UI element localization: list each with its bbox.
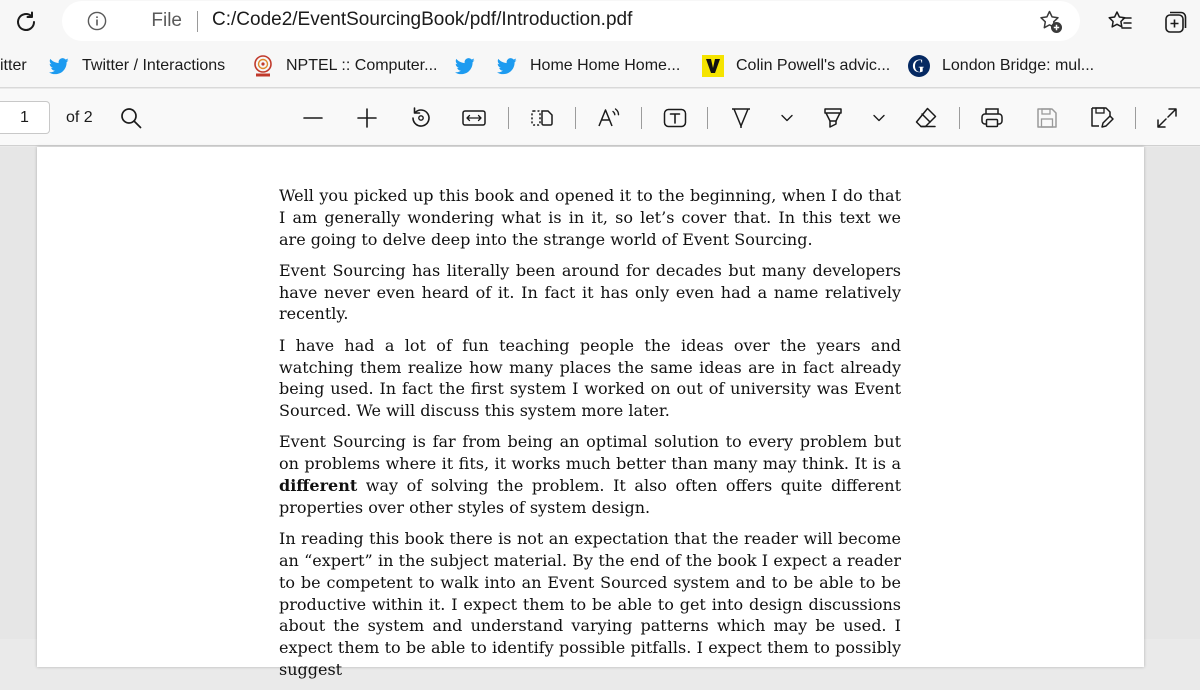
emphasized-text: different	[279, 476, 358, 496]
full-screen-button[interactable]	[1152, 103, 1182, 133]
paragraph: I have had a lot of fun teaching people the ideas over the years and watching them realize how many places the same ideas are in fact already being used. In fact the first system I worked on out of university was Event Sourced. We will discuss this system more later.	[279, 335, 901, 421]
chevron-down-icon	[873, 114, 885, 122]
fit-width-icon	[461, 107, 487, 129]
page-view-button[interactable]	[527, 103, 557, 133]
rotate-icon	[408, 105, 434, 131]
paragraph	[279, 431, 901, 518]
bookmark-item[interactable]	[496, 52, 680, 80]
highlight-button[interactable]	[818, 103, 848, 133]
zoom-out-button[interactable]	[298, 103, 328, 133]
file-scheme-label: File	[151, 10, 182, 31]
save-as-button[interactable]	[1087, 103, 1117, 133]
url-text[interactable]: C:/Code2/EventSourcingBook/pdf/Introduction.pdf	[212, 9, 633, 30]
favorites-button[interactable]	[1104, 6, 1136, 38]
save-disk-icon	[1035, 106, 1059, 130]
plus-icon	[355, 106, 379, 130]
save-as-icon	[1089, 105, 1115, 131]
printer-icon	[979, 105, 1005, 131]
bookmark-item[interactable]	[454, 52, 488, 80]
toolbar-divider	[575, 107, 576, 129]
add-text-button[interactable]	[660, 103, 690, 133]
bookmark-label: NPTEL :: Computer...	[286, 57, 438, 74]
address-bar[interactable]	[62, 1, 1080, 41]
save-button[interactable]	[1032, 103, 1062, 133]
highlight-options-dropdown[interactable]	[872, 111, 886, 125]
pdf-page	[37, 147, 1144, 679]
nptel-logo-icon	[252, 55, 274, 77]
paragraph: Well you picked up this book and opened it to the beginning, when I do that I am generally wondering what is in it, so let’s cover that. In this text we are going to delve deep into the strange world of Event Sourcing.	[279, 186, 901, 249]
bookmark-item[interactable]	[48, 52, 225, 80]
paragraph-text: way of solving the problem. It also often offers quite different properties over other styles of system design.	[279, 476, 901, 517]
read-aloud-button[interactable]	[594, 103, 624, 133]
bookmarks-bar	[0, 44, 1200, 88]
guardian-logo-icon	[908, 55, 930, 77]
zoom-in-button[interactable]	[352, 103, 382, 133]
collections-icon	[1163, 9, 1189, 35]
page-text	[279, 185, 901, 690]
bookmark-label: Home Home Home...	[530, 57, 681, 74]
read-aloud-icon	[596, 106, 622, 130]
bookmark-item[interactable]	[908, 52, 1094, 80]
pdf-viewer[interactable]	[0, 147, 1200, 679]
page-number-input[interactable]: 1	[0, 101, 50, 134]
rotate-button[interactable]	[406, 103, 436, 133]
browser-top-bar	[0, 0, 1200, 44]
find-button[interactable]	[116, 103, 146, 133]
print-button[interactable]	[977, 103, 1007, 133]
page-view-icon	[529, 107, 555, 129]
toolbar-divider	[959, 107, 960, 129]
toolbar-divider	[641, 107, 642, 129]
text-box-icon	[662, 106, 688, 130]
paragraph: In reading this book there is not an expectation that the reader will become an “expert” in the subject material. By the end of the book I expect a reader to be competent to walk into an Event Sourced system and to be able to be productive within it. I expect them to be able to get into design discussions about the system and understand varying patterns which may be used. I expect them to be able to identify possible pitfalls. I expect them to possibly suggest	[279, 529, 901, 679]
twitter-icon	[496, 55, 518, 77]
toolbar-divider	[508, 107, 509, 129]
toolbar-divider	[707, 107, 708, 129]
paragraph-text: Event Sourcing is far from being an optimal solution to every problem but on problems where it fits, it works much better than many may think. It is a	[279, 432, 901, 474]
page-count-label: of 2	[66, 109, 93, 126]
bookmark-item[interactable]	[252, 52, 437, 80]
draw-button[interactable]	[726, 103, 756, 133]
address-separator	[197, 11, 198, 32]
bookmark-label: itter	[0, 57, 27, 74]
reload-button[interactable]	[8, 4, 44, 40]
add-favorite-icon[interactable]	[1038, 9, 1064, 35]
paragraph: Event Sourcing has literally been around for decades but many developers have never even heard of it. In fact it has only even had a name relatively recently.	[279, 260, 901, 324]
bookmark-item[interactable]	[702, 52, 890, 80]
fit-to-width-button[interactable]	[459, 103, 489, 133]
collections-button[interactable]	[1160, 6, 1192, 38]
twitter-icon	[454, 55, 476, 77]
search-icon	[119, 106, 143, 130]
highlighter-icon	[820, 105, 846, 131]
vulture-logo-icon	[702, 55, 724, 77]
bookmark-item[interactable]	[0, 52, 27, 80]
minus-icon	[301, 106, 325, 130]
toolbar-divider	[1135, 107, 1136, 129]
reload-icon	[13, 9, 39, 35]
bookmark-label: Twitter / Interactions	[82, 57, 226, 74]
eraser-icon	[913, 105, 939, 131]
draw-options-dropdown[interactable]	[780, 111, 794, 125]
favorites-icon	[1107, 9, 1133, 35]
chevron-down-icon	[781, 114, 793, 122]
bookmark-label: London Bridge: mul...	[942, 57, 1095, 74]
erase-button[interactable]	[911, 103, 941, 133]
bookmark-label: Colin Powell's advic...	[736, 57, 891, 74]
twitter-icon	[48, 55, 70, 77]
expand-icon	[1155, 106, 1179, 130]
site-info-icon[interactable]	[87, 11, 107, 31]
pdf-toolbar	[0, 89, 1200, 146]
pen-icon	[728, 105, 754, 131]
